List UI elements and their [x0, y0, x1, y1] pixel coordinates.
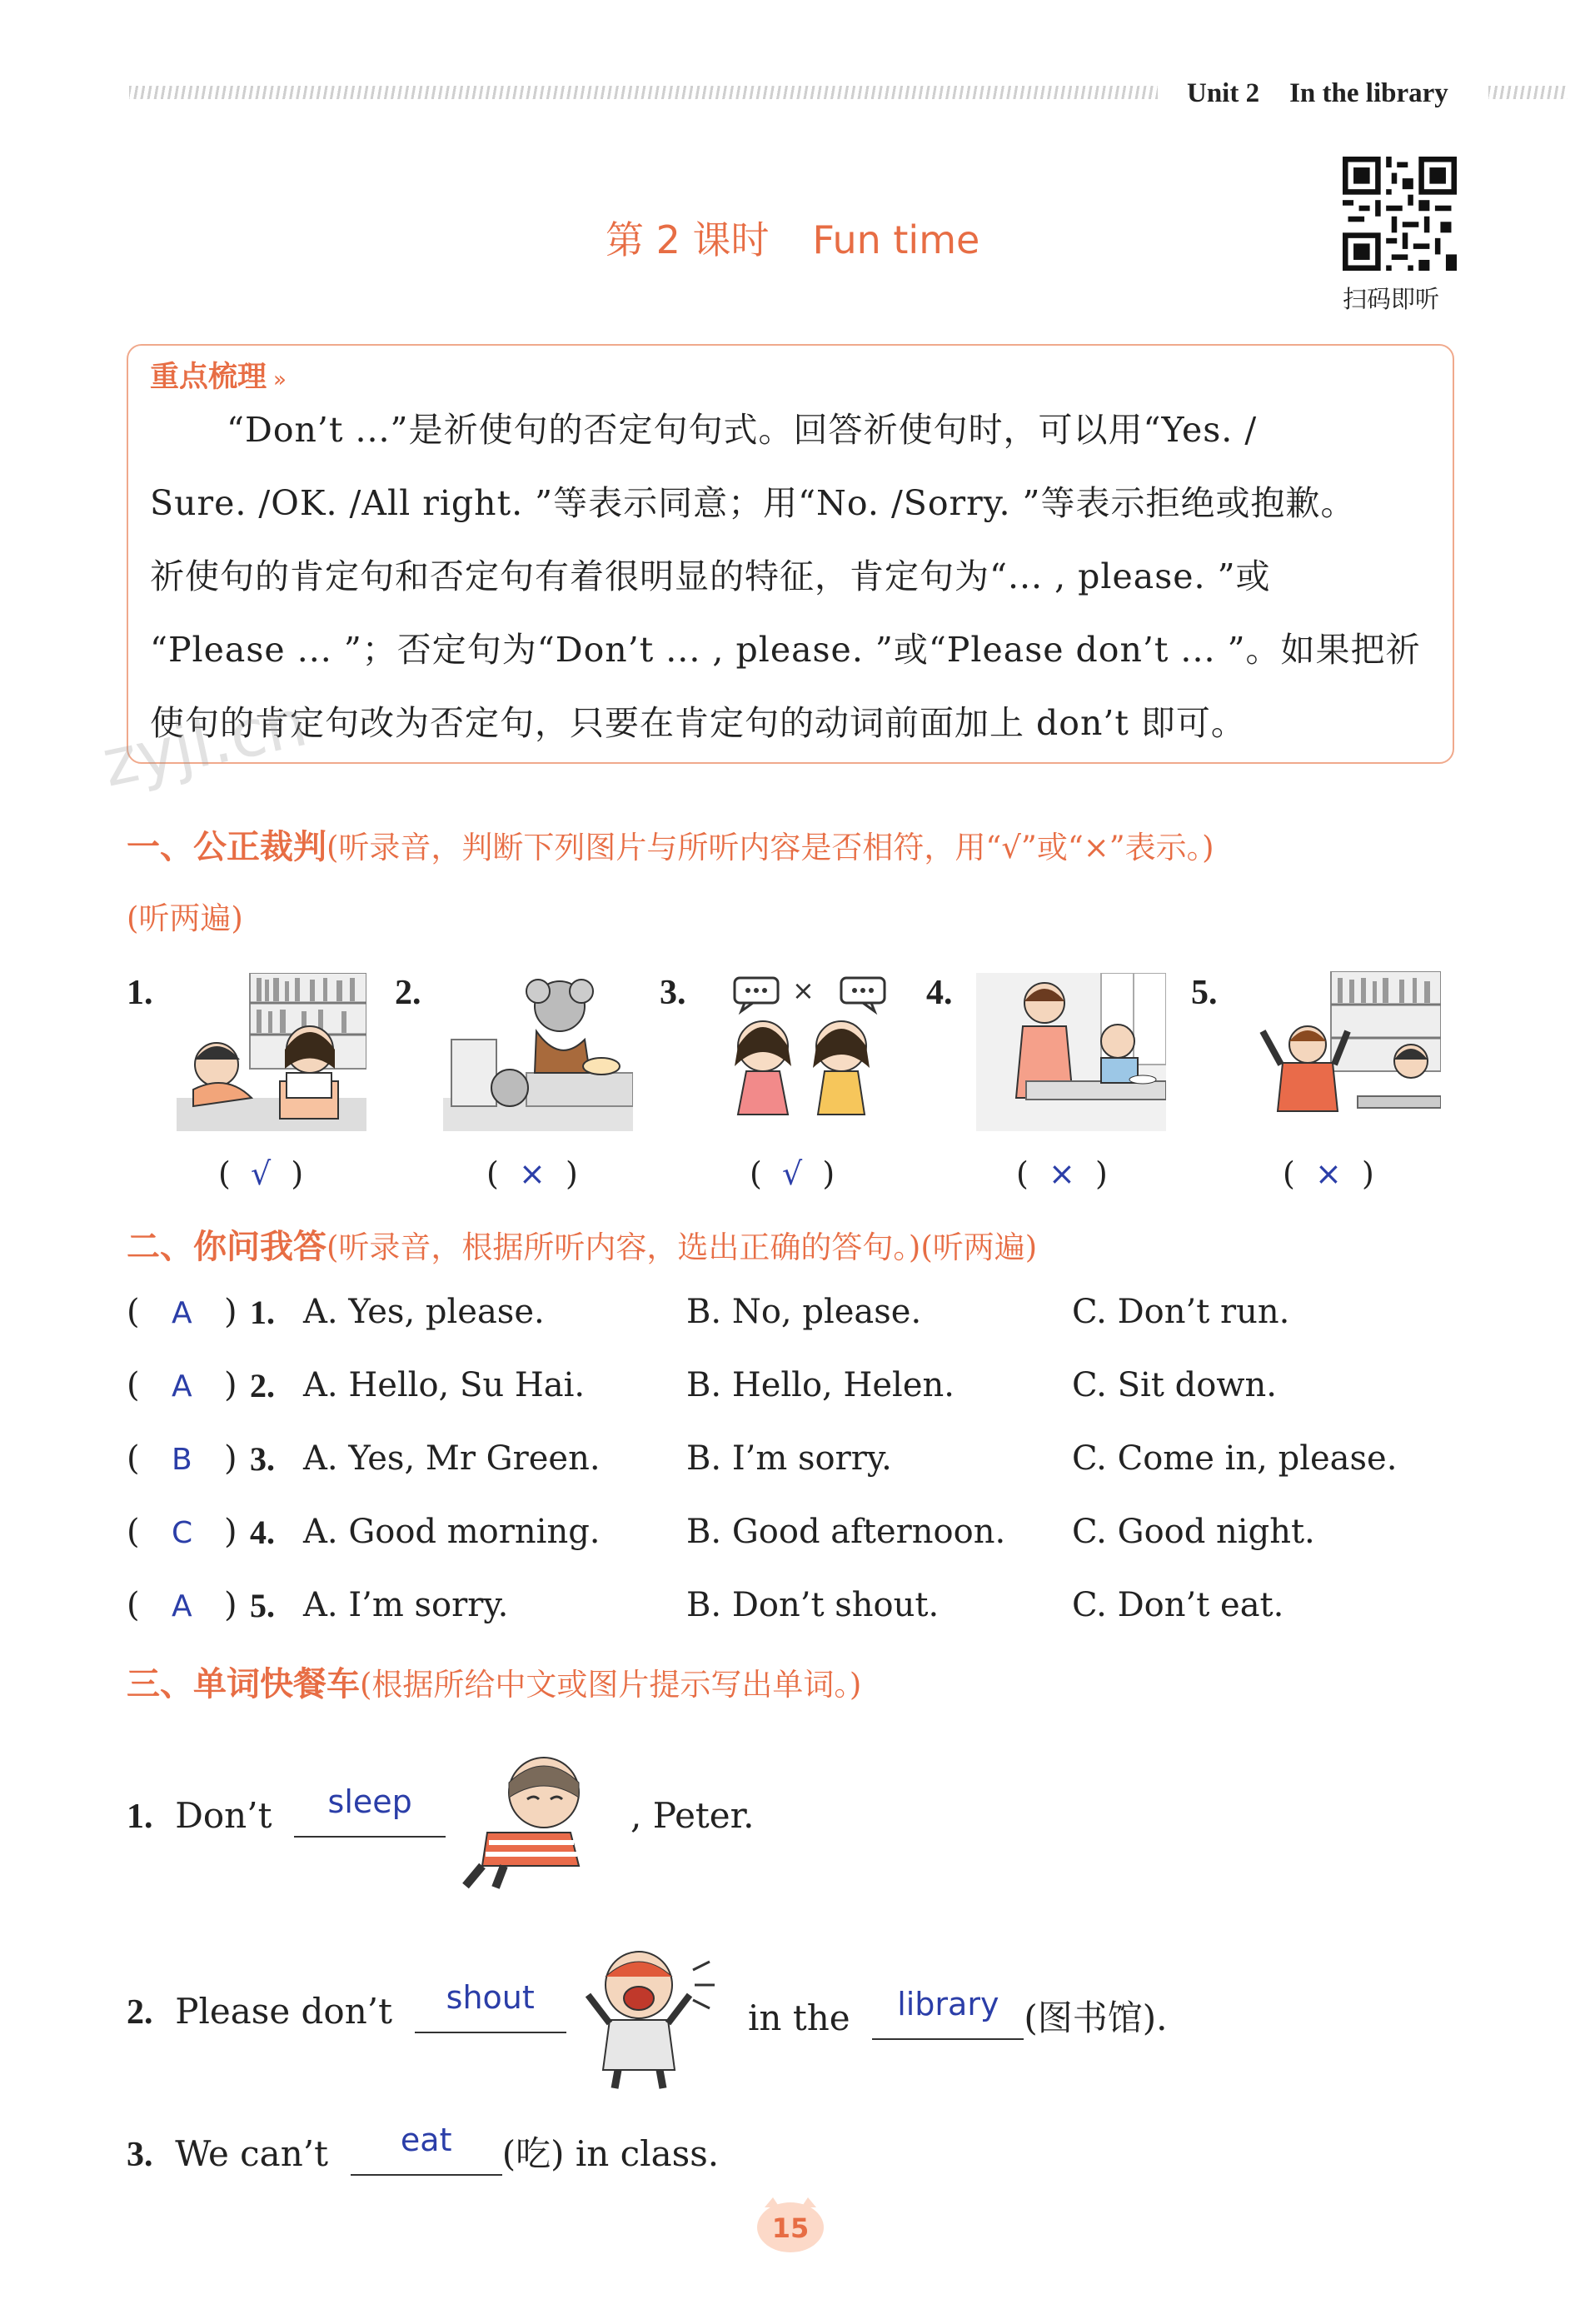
open-paren: ( — [127, 1586, 140, 1624]
written-answer: eat — [400, 2122, 452, 2158]
answer-paren: ( √ ) — [750, 1155, 835, 1192]
option-b: B. Good afternoon. — [686, 1513, 1006, 1551]
option-a: A. I’m sorry. — [303, 1586, 509, 1624]
written-answer: shout — [446, 1979, 535, 2016]
close-paren: ) — [224, 1513, 237, 1551]
key-point-line: Sure. /OK. /All right. ”等表示同意；用“No. /Sorry. ”等表示拒绝或抱歉。 — [150, 483, 1356, 523]
answer-blank[interactable] — [415, 1979, 566, 2033]
section2-title — [127, 1220, 1037, 1268]
page-number: 15 — [771, 2212, 810, 2244]
watermark: zyjl.cn — [96, 686, 314, 802]
question-hint: (图书馆). — [1024, 1997, 1168, 2038]
close-paren: ) — [224, 1439, 237, 1478]
choice-answer: C — [172, 1516, 193, 1550]
written-answer: sleep — [327, 1783, 412, 1820]
item-number: 3. — [660, 974, 686, 1012]
qr-code-icon[interactable] — [1343, 157, 1457, 271]
section2-instruction: (听录音，根据所听内容，选出正确的答句。)(听两遍) — [326, 1229, 1038, 1265]
answer-mark: × — [518, 1155, 546, 1192]
question-number: 1. — [127, 1798, 153, 1836]
fill-question-3 — [127, 2122, 720, 2177]
open-paren: ( — [127, 1366, 140, 1404]
choice-row — [127, 1586, 1459, 1636]
choice-answer: A — [172, 1296, 192, 1330]
between-bubbles-x: × — [792, 975, 815, 1006]
open-paren: ( — [127, 1293, 140, 1331]
section3-instruction: (根据所给中文或图片提示写出单词。) — [360, 1667, 862, 1703]
question-number: 2. — [250, 1367, 275, 1404]
choice-answer: B — [172, 1443, 192, 1477]
answer-paren: ( √ ) — [218, 1155, 304, 1192]
option-c: C. Don’t run. — [1072, 1293, 1290, 1331]
option-a: A. Hello, Su Hai. — [303, 1366, 586, 1404]
option-c: C. Come in, please. — [1072, 1439, 1398, 1478]
answer-mark: √ — [250, 1155, 272, 1192]
question-number: 3. — [250, 1440, 275, 1478]
header-rule-left — [129, 86, 1158, 99]
item-number: 2. — [395, 974, 421, 1012]
item-number: 4. — [926, 974, 953, 1012]
fill-question-2 — [127, 1979, 566, 2033]
page-number-badge — [755, 2196, 826, 2254]
key-points-title — [150, 354, 287, 396]
section1-heading: 一、公正裁判 — [127, 828, 326, 866]
question-text: Please don’t — [175, 1991, 393, 2032]
choice-row — [127, 1366, 1459, 1416]
fill-question-2-tail — [748, 1986, 1168, 2041]
answer-blank[interactable] — [294, 1783, 446, 1838]
option-c: C. Don’t eat. — [1072, 1586, 1284, 1624]
chevron-right-icon: » — [273, 367, 287, 392]
boy-waving-library-picture — [1258, 971, 1441, 1133]
answer-paren: ( × ) — [1016, 1155, 1108, 1192]
choice-answer: A — [172, 1369, 192, 1404]
option-c: C. Sit down. — [1072, 1366, 1277, 1404]
option-c: C. Good night. — [1072, 1513, 1315, 1551]
lesson-title — [606, 210, 979, 265]
close-paren: ) — [224, 1293, 237, 1331]
shouting-boy-picture — [576, 1937, 722, 2091]
choice-row — [127, 1439, 1459, 1489]
key-points-heading: 重点梳理 — [150, 361, 267, 394]
section1-instruction: (听录音，判断下列图片与所听内容是否相符，用“√”或“×”表示。) — [326, 830, 1214, 865]
unit-topic: In the library — [1289, 78, 1448, 108]
key-point-line: 使句的肯定句改为否定句，只要在肯定句的动词前面加上 don’t 即可。 — [150, 703, 1246, 743]
section2-heading: 二、你问我答 — [127, 1228, 326, 1266]
option-a: A. Yes, Mr Green. — [303, 1439, 601, 1478]
key-point-line: “Don’t ...”是祈使句的否定句句式。回答祈使句时，可以用“Yes. / — [227, 410, 1258, 450]
mice-cake-picture — [443, 973, 633, 1131]
option-a: A. Yes, please. — [303, 1293, 545, 1331]
choice-row — [127, 1293, 1459, 1343]
question-text: Don’t — [175, 1795, 272, 1836]
section3-heading: 三、单词快餐车 — [127, 1665, 360, 1703]
close-paren: ) — [224, 1366, 237, 1404]
fill-question-1 — [127, 1783, 446, 1838]
teacher-boy-table-picture — [976, 973, 1166, 1131]
qr-label: 扫码即听 — [1343, 285, 1440, 313]
answer-blank[interactable] — [872, 1986, 1024, 2040]
question-tail: , Peter. — [631, 1795, 755, 1836]
key-point-line: “Please ... ”；否定句为“Don’t ... , please. ”或“Please don’t ... ”。如果把祈 — [150, 630, 1421, 670]
running-header — [1187, 78, 1448, 109]
answer-paren: ( × ) — [1283, 1155, 1374, 1192]
question-hint: (吃) in class. — [501, 2133, 720, 2174]
option-a: A. Good morning. — [303, 1513, 601, 1551]
answer-paren: ( × ) — [486, 1155, 578, 1192]
choice-answer: A — [172, 1589, 192, 1623]
lesson-number: 第 2 课时 — [606, 217, 770, 262]
answer-mark: √ — [781, 1155, 803, 1192]
option-b: B. Don’t shout. — [686, 1586, 940, 1624]
question-text: in the — [748, 1997, 850, 2038]
written-answer: library — [897, 1986, 999, 2022]
answer-mark: × — [1048, 1155, 1075, 1192]
section1-listen-twice: (听两遍) — [127, 900, 243, 936]
key-point-line: 祈使句的肯定句和否定句有着很明显的特征，肯定句为“... , please. ”或 — [150, 556, 1271, 596]
question-number: 1. — [250, 1294, 275, 1331]
section3-title — [127, 1658, 861, 1705]
sleeping-boy-picture — [462, 1749, 608, 1891]
question-number: 4. — [250, 1514, 275, 1551]
item-number: 5. — [1191, 974, 1218, 1012]
option-b: B. I’m sorry. — [686, 1439, 892, 1478]
choice-row — [127, 1513, 1459, 1563]
answer-blank[interactable] — [351, 2122, 502, 2176]
option-b: B. Hello, Helen. — [686, 1366, 955, 1404]
open-paren: ( — [127, 1513, 140, 1551]
question-number: 5. — [250, 1587, 275, 1624]
answer-mark: × — [1314, 1155, 1342, 1192]
question-number: 2. — [127, 1993, 153, 2032]
item-number: 1. — [127, 974, 153, 1012]
section1-title — [127, 820, 1214, 868]
header-rule-right — [1488, 86, 1568, 99]
close-paren: ) — [224, 1586, 237, 1624]
library-girls-picture — [177, 973, 366, 1131]
question-number: 3. — [127, 2136, 153, 2174]
lesson-name: Fun time — [812, 217, 980, 262]
question-text: We can’t — [175, 2133, 328, 2174]
option-b: B. No, please. — [686, 1293, 922, 1331]
unit-label: Unit 2 — [1187, 78, 1260, 108]
section1-instruction-2 — [127, 893, 243, 938]
open-paren: ( — [127, 1439, 140, 1478]
